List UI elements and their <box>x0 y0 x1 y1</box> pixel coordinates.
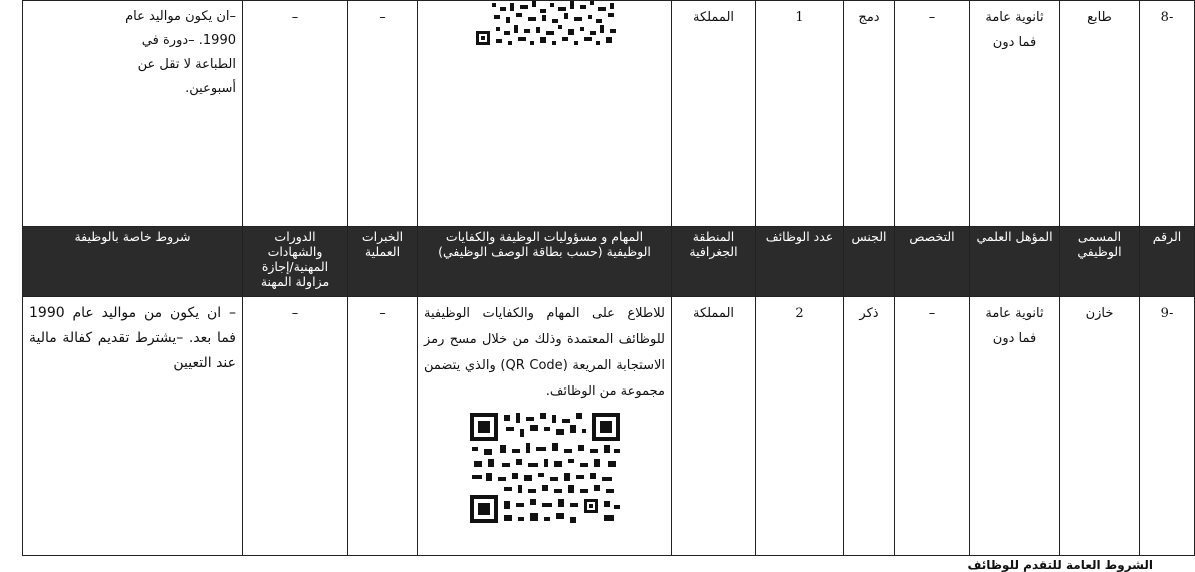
row9-specialization: – <box>895 297 970 556</box>
row8-conditions-text: –ان يكون مواليد عام 1990. –دورة في الطباعة لا تقل عن أسبوعين. <box>125 9 236 96</box>
row9-count: 2 <box>756 297 844 556</box>
header-duties: المهام و مسؤوليات الوظيفة والكفايات الوظيفية (حسب بطاقة الوصف الوظيفي) <box>418 227 672 297</box>
header-experience: الخبرات العملية <box>348 227 418 297</box>
row8-specialization: – <box>895 1 970 227</box>
header-qualification: المؤهل العلمي <box>970 227 1060 297</box>
header-region: المنطقة الجغرافية <box>672 227 756 297</box>
header-specialization: التخصص <box>895 227 970 297</box>
row9-title: خازن <box>1060 297 1140 556</box>
header-num: الرقم <box>1140 227 1195 297</box>
footnote-heading: الشروط العامة للتقدم للوظائف <box>967 558 1153 572</box>
header-title: المسمى الوظيفي <box>1060 227 1140 297</box>
row8-title: طابع <box>1060 1 1140 227</box>
row8-courses: – <box>243 1 348 227</box>
row8-gender: دمج <box>844 1 895 227</box>
row9-gender: ذكر <box>844 297 895 556</box>
row8-experience: – <box>348 1 418 227</box>
header-conditions: شروط خاصة بالوظيفة <box>23 227 243 297</box>
page-frame <box>22 0 1195 555</box>
header-gender: الجنس <box>844 227 895 297</box>
row9-conditions: – ان يكون من مواليد عام 1990 فما بعد. –يشترط تقديم كفالة مالية عند التعيين <box>23 297 243 556</box>
row8-count: 1 <box>756 1 844 227</box>
row9-duties-text: للاطلاع على المهام والكفايات الوظيفية للوظائف المعتمدة وذلك من خلال مسح رمز الاستجابة المريعة (QR Code) والذي يتضمن مجموعة من الوظائف. <box>424 306 665 399</box>
row8-region: المملكة <box>672 1 756 227</box>
header-count: عدد الوظائف <box>756 227 844 297</box>
row9-qualification: ثانوية عامة فما دون <box>970 297 1060 556</box>
row9-experience: – <box>348 297 418 556</box>
header-courses: الدورات والشهادات المهنية/إجازة مزاولة المهنة <box>243 227 348 297</box>
row9-courses: – <box>243 297 348 556</box>
row8-qualification: ثانوية عامة فما دون <box>970 1 1060 227</box>
row9-region: المملكة <box>672 297 756 556</box>
row9-num: -9 <box>1140 297 1195 556</box>
row8-num: -8 <box>1140 1 1195 227</box>
